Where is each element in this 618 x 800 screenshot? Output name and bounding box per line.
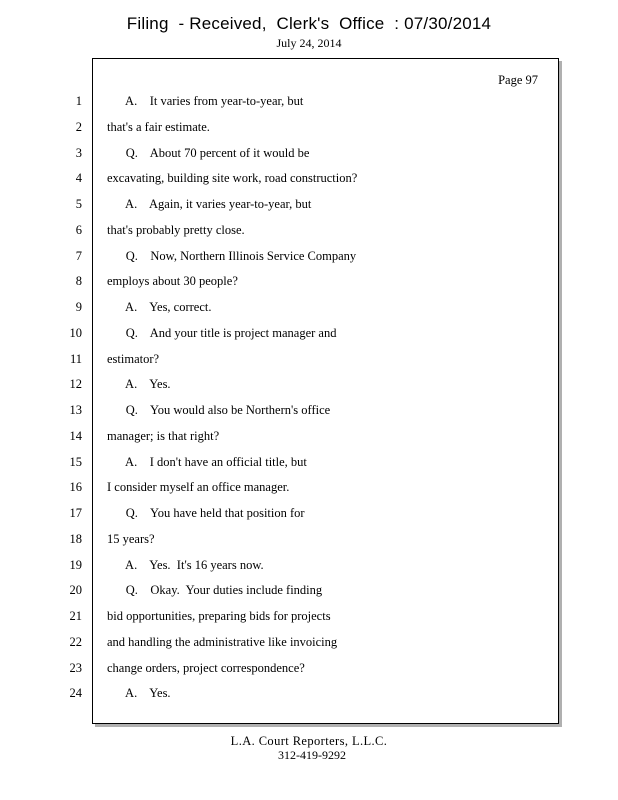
line-number: 19	[69, 558, 82, 572]
hearing-date: July 24, 2014	[276, 36, 342, 50]
line-number: 15	[69, 455, 82, 469]
line-number: 16	[69, 480, 82, 494]
transcript-line: that's a fair estimate.	[107, 120, 210, 134]
transcript-line: A. Again, it varies year-to-year, but	[107, 197, 312, 211]
transcript-line: Q. You have held that position for	[107, 506, 305, 520]
transcript-line: Q. About 70 percent of it would be	[107, 146, 310, 160]
transcript-line: change orders, project correspondence?	[107, 661, 305, 675]
line-number: 8	[75, 274, 82, 288]
transcript-line: estimator?	[107, 352, 160, 366]
transcript-line: bid opportunities, preparing bids for projects	[107, 609, 331, 623]
line-number: 21	[69, 609, 82, 623]
transcript-line: A. Yes, correct.	[107, 300, 212, 314]
line-number: 11	[69, 352, 82, 366]
line-number: 12	[69, 377, 82, 391]
transcript-line: excavating, building site work, road construction?	[107, 171, 358, 185]
transcript-line: A. Yes. It's 16 years now.	[107, 558, 264, 572]
transcript-line: Q. You would also be Northern's office	[107, 403, 331, 417]
transcript-line: A. It varies from year-to-year, but	[107, 94, 304, 108]
line-number: 1	[75, 94, 82, 108]
line-number: 7	[75, 249, 82, 263]
transcript-line: A. I don't have an official title, but	[107, 455, 307, 469]
line-number: 18	[69, 532, 82, 546]
transcript-line: A. Yes.	[107, 377, 171, 391]
transcript-line: Q. Okay. Your duties include finding	[107, 583, 323, 597]
line-number: 4	[75, 171, 82, 185]
line-number: 3	[75, 146, 82, 160]
transcript-line: Q. And your title is project manager and	[107, 326, 337, 340]
transcript-line: manager; is that right?	[107, 429, 220, 443]
transcript-line: that's probably pretty close.	[107, 223, 245, 237]
line-number: 10	[69, 326, 82, 340]
transcript-line: employs about 30 people?	[107, 274, 238, 288]
transcript-line: Q. Now, Northern Illinois Service Company	[107, 249, 357, 263]
line-number: 9	[75, 300, 82, 314]
transcript-line: 15 years?	[107, 532, 155, 546]
transcript-line: and handling the administrative like invoicing	[107, 635, 338, 649]
line-number: 17	[69, 506, 82, 520]
transcript-line: A. Yes.	[107, 686, 171, 700]
filing-stamp: Filing - Received, Clerk's Office : 07/30/2014	[126, 14, 492, 33]
transcript-line: I consider myself an office manager.	[107, 480, 290, 494]
line-number: 24	[69, 686, 82, 700]
line-number: 13	[69, 403, 82, 417]
reporter-phone: 312-419-9292	[278, 748, 346, 762]
line-number: 23	[69, 661, 82, 675]
reporter-company: L.A. Court Reporters, L.L.C.	[230, 734, 388, 748]
line-number: 6	[75, 223, 82, 237]
line-number: 22	[69, 635, 82, 649]
line-number: 20	[69, 583, 82, 597]
line-number: 2	[75, 120, 82, 134]
page-number: Page 97	[498, 73, 538, 87]
line-number: 5	[75, 197, 82, 211]
line-number: 14	[69, 429, 82, 443]
